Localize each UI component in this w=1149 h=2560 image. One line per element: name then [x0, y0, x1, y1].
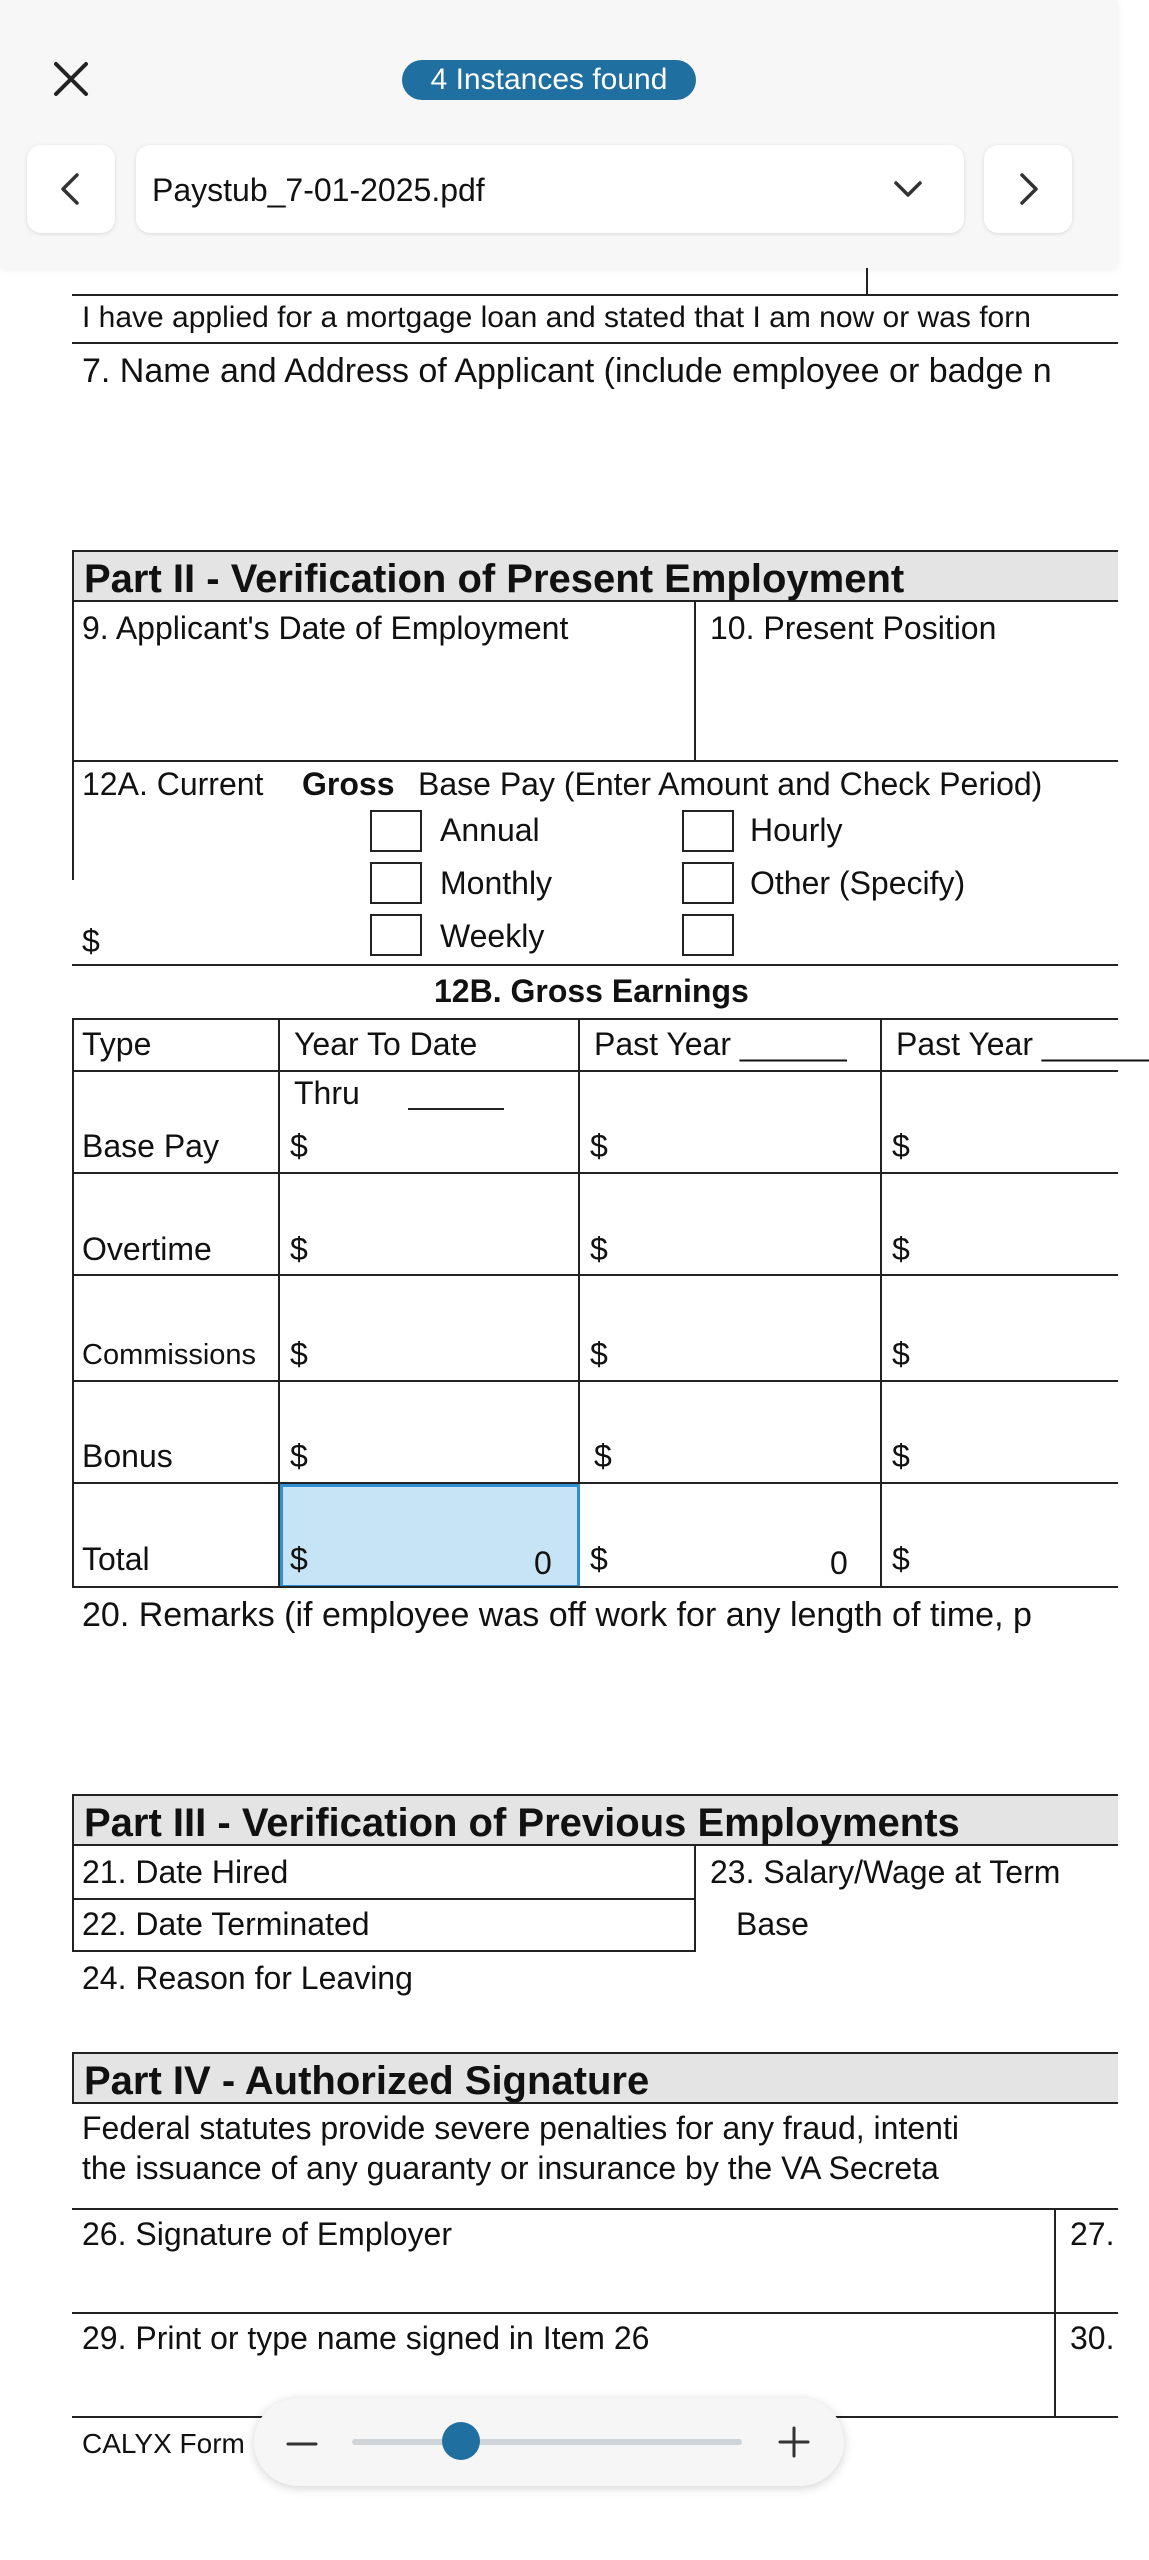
part-2-title: Part II - Verification of Present Employment	[84, 557, 905, 601]
intro-line: I have applied for a mortgage loan and stated that I am now or was forn	[82, 301, 1031, 334]
table-cell-dollar: $	[892, 1438, 910, 1474]
divider	[72, 1482, 1118, 1484]
total-past-year-value[interactable]: 0	[830, 1545, 848, 1581]
weekly-checkbox[interactable]	[370, 914, 422, 956]
thru-underline	[408, 1108, 504, 1110]
item-12a-bold: Gross	[302, 766, 395, 802]
col-past-year-2-header: Past Year ______	[896, 1026, 1149, 1062]
divider	[72, 550, 74, 880]
hourly-checkbox[interactable]	[682, 810, 734, 852]
zoom-slider-track[interactable]	[352, 2439, 742, 2445]
divider	[72, 1380, 1118, 1382]
row-total-label: Total	[82, 1541, 150, 1577]
item-21-label: 21. Date Hired	[82, 1854, 289, 1890]
table-cell-dollar: $	[590, 1128, 608, 1164]
table-border	[72, 1018, 74, 1588]
divider	[72, 964, 1118, 966]
total-ytd-dollar: $	[290, 1541, 308, 1577]
zoom-control	[254, 2398, 844, 2486]
row-bonus-label: Bonus	[82, 1438, 173, 1474]
file-selector[interactable]	[136, 145, 964, 233]
table-cell-dollar: $	[290, 1438, 308, 1474]
col-past-year-header: Past Year ______	[594, 1026, 847, 1062]
close-icon	[48, 56, 94, 102]
divider	[72, 1018, 1118, 1020]
base-label: Base	[736, 1906, 809, 1942]
divider	[72, 760, 1118, 762]
hourly-label: Hourly	[750, 812, 843, 848]
table-cell-dollar: $	[590, 1541, 608, 1577]
item-23-label: 23. Salary/Wage at Term	[710, 1854, 1061, 1890]
chevron-down-icon	[892, 173, 924, 205]
item-12a-rest: Base Pay (Enter Amount and Check Period)	[418, 766, 1043, 802]
row-commissions-label: Commissions	[82, 1339, 257, 1371]
file-name: Paystub_7-01-2025.pdf	[152, 172, 485, 208]
divider	[72, 1586, 1118, 1588]
divider	[72, 1898, 694, 1900]
table-cell-dollar: $	[590, 1231, 608, 1267]
zoom-out-button[interactable]	[284, 2426, 320, 2462]
divider	[866, 268, 868, 294]
col-ytd-header: Year To Date	[294, 1026, 478, 1062]
divider	[72, 2208, 1118, 2210]
item-24-label: 24. Reason for Leaving	[82, 1960, 413, 1996]
item-26-label: 26. Signature of Employer	[82, 2216, 452, 2252]
divider	[72, 2312, 1118, 2314]
close-button[interactable]	[48, 56, 94, 102]
table-cell-dollar: $	[892, 1336, 910, 1372]
table-border	[880, 1018, 882, 1588]
item-30-label: 30.	[1070, 2320, 1115, 2356]
divider	[72, 1172, 1118, 1174]
chevron-right-icon	[984, 145, 1072, 233]
table-cell-dollar: $	[594, 1438, 612, 1474]
footer-form-label: CALYX Form	[82, 2428, 245, 2459]
other-label: Other (Specify)	[750, 865, 966, 901]
item-27-label: 27.	[1070, 2216, 1115, 2252]
item-9-label: 9. Applicant's Date of Employment	[82, 610, 569, 646]
chevron-left-icon	[27, 145, 115, 233]
part-4-title: Part IV - Authorized Signature	[84, 2059, 650, 2103]
item-22-label: 22. Date Terminated	[82, 1906, 370, 1942]
divider	[694, 1846, 696, 1952]
item-12b-label: 12B. Gross Earnings	[434, 973, 749, 1009]
table-cell-dollar: $	[290, 1128, 308, 1164]
item-10-label: 10. Present Position	[710, 610, 997, 646]
annual-checkbox[interactable]	[370, 810, 422, 852]
divider	[72, 294, 1118, 296]
plus-icon	[776, 2424, 812, 2460]
minus-icon	[284, 2426, 320, 2462]
total-ytd-value[interactable]: 0	[534, 1545, 552, 1581]
divider	[72, 342, 1118, 344]
annual-label: Annual	[440, 812, 540, 848]
divider	[72, 1070, 1118, 1072]
part-3-header	[72, 1794, 1118, 1846]
zoom-slider-thumb[interactable]	[442, 2422, 480, 2460]
next-result-button[interactable]	[984, 145, 1072, 233]
other-checkbox[interactable]	[682, 862, 734, 904]
col-type-header: Type	[82, 1026, 152, 1062]
zoom-in-button[interactable]	[776, 2424, 812, 2460]
divider	[72, 1274, 1118, 1276]
unlabeled-checkbox[interactable]	[682, 914, 734, 956]
monthly-checkbox[interactable]	[370, 862, 422, 904]
row-overtime-label: Overtime	[82, 1231, 212, 1267]
table-cell-dollar: $	[892, 1231, 910, 1267]
item-20-label: 20. Remarks (if employee was off work for any length of time, p	[82, 1596, 1032, 1634]
thru-label: Thru	[294, 1075, 360, 1111]
divider	[72, 2052, 74, 2104]
previous-result-button[interactable]	[27, 145, 115, 233]
table-cell-dollar: $	[590, 1336, 608, 1372]
search-toolbar	[0, 0, 1118, 268]
table-cell-dollar: $	[290, 1231, 308, 1267]
table-cell-dollar: $	[290, 1336, 308, 1372]
search-results-badge: 4 Instances found	[402, 60, 696, 100]
divider	[694, 602, 696, 760]
item-29-label: 29. Print or type name signed in Item 26	[82, 2320, 650, 2356]
item-7-label: 7. Name and Address of Applicant (include employee or badge n	[82, 352, 1052, 390]
part-2-header	[72, 550, 1118, 602]
table-cell-dollar: $	[892, 1128, 910, 1164]
divider	[72, 1794, 74, 1952]
table-cell-dollar: $	[892, 1541, 910, 1577]
part-3-title: Part III - Verification of Previous Employments	[84, 1801, 960, 1845]
item-12a-prefix: 12A. Current	[82, 766, 264, 802]
monthly-label: Monthly	[440, 865, 553, 901]
weekly-label: Weekly	[440, 918, 545, 954]
statute-line-1: Federal statutes provide severe penalties for any fraud, intenti	[82, 2110, 959, 2146]
base-pay-dollar: $	[82, 923, 100, 959]
row-base-pay-label: Base Pay	[82, 1128, 219, 1164]
divider	[72, 1950, 694, 1952]
statute-line-2: the issuance of any guaranty or insurance by the VA Secreta	[82, 2150, 939, 2186]
part-4-header	[72, 2052, 1118, 2104]
